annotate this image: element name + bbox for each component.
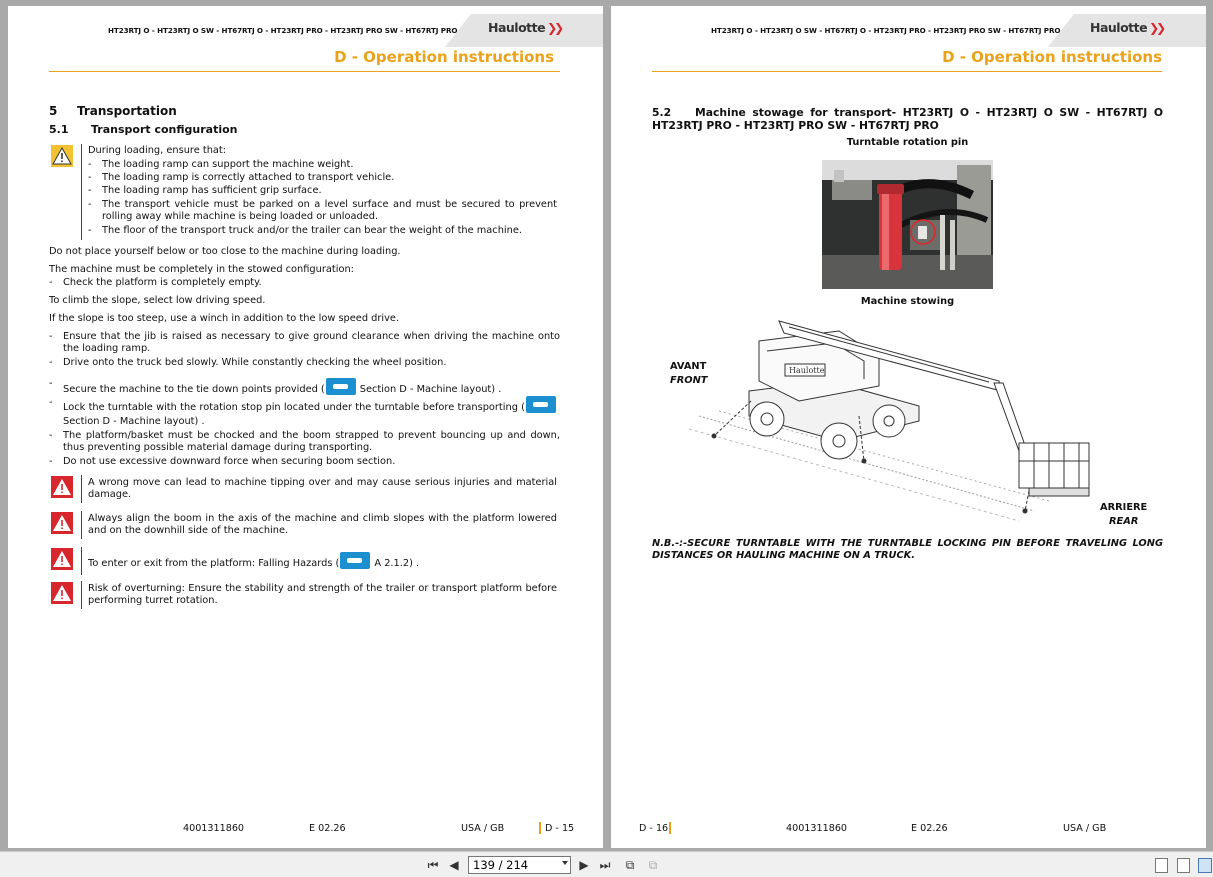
header-models: HT23RTJ O - HT23RTJ O SW - HT67RTJ O - HT23RTJ PRO - HT23RTJ PRO SW - HT67RTJ PRO xyxy=(108,26,458,35)
section-rule xyxy=(49,71,560,72)
bullet-item: - Ensure that the jib is raised as necessary to give ground clearance when driving the machine onto the loading ramp. xyxy=(63,331,560,356)
bullet-item: - Drive onto the truck bed slowly. While constantly checking the wheel position. xyxy=(63,357,560,369)
heading-5-1: 5.1 Transport configuration xyxy=(49,123,238,136)
footer-region: USA / GB xyxy=(1063,823,1107,834)
bullet-item: - Do not use excessive downward force when securing boom section. xyxy=(63,456,560,468)
danger-divider xyxy=(81,581,82,609)
caution-item: - The transport vehicle must be parked on a level surface and must be secured to prevent rolling away while machine is being loaded or unloaded. xyxy=(102,199,557,224)
caution-item: - The loading ramp has sufficient grip surface. xyxy=(102,185,557,197)
heading-5-2: 5.2 Machine stowage for transport- HT23RTJ O - HT23RTJ O SW - HT67RTJ O HT23RTJ PRO - HT23RTJ PRO SW - HT67RTJ PRO xyxy=(652,106,1163,132)
danger-icon xyxy=(51,548,73,570)
caption-turntable-pin: Turntable rotation pin xyxy=(846,137,969,148)
page-number-field[interactable] xyxy=(468,856,571,874)
footer-doc-number: 4001311860 xyxy=(183,823,245,834)
header-models: HT23RTJ O - HT23RTJ O SW - HT67RTJ O - HT23RTJ PRO - HT23RTJ PRO SW - HT67RTJ PRO xyxy=(711,26,1061,35)
label-arriere: ARRIERE xyxy=(1100,502,1148,513)
danger-icon xyxy=(51,512,73,534)
bullet-item: - Secure the machine to the tie down points provided ( Section D - Machine layout) . xyxy=(63,378,560,396)
viewer-toolbar xyxy=(0,851,1213,877)
section-title: D - Operation instructions xyxy=(334,48,554,66)
copy-page-icon[interactable]: ⧉ xyxy=(648,858,658,872)
caution-item: - The loading ramp is correctly attached to transport vehicle. xyxy=(102,172,557,184)
danger-text: Always align the boom in the axis of the machine and climb slopes with the platform lowered and on the downhill side of the machine. xyxy=(88,513,557,537)
danger-text: To enter or exit from the platform: Falling Hazards ( A 2.1.2) . xyxy=(88,552,557,572)
drawing-logo: Haulotte xyxy=(789,366,825,375)
footer-region: USA / GB xyxy=(461,823,505,834)
caution-divider xyxy=(81,144,82,240)
export-page-icon[interactable]: ⧉ xyxy=(625,858,635,872)
reference-hand-icon[interactable] xyxy=(340,552,370,569)
section-rule xyxy=(652,71,1162,72)
two-page-view-icon[interactable] xyxy=(1198,858,1212,873)
pdf-page-right xyxy=(611,6,1206,848)
turntable-pin-photo xyxy=(822,160,993,289)
caution-item: - The floor of the transport truck and/or the trailer can bear the weight of the machine. xyxy=(102,225,557,237)
caution-item: - The loading ramp can support the machine weight. xyxy=(102,159,557,171)
page-dropdown-icon[interactable] xyxy=(562,861,568,865)
reference-hand-icon[interactable] xyxy=(326,378,356,395)
footer-edition: E 02.26 xyxy=(911,823,948,834)
label-rear: REAR xyxy=(1109,516,1139,527)
reference-hand-icon[interactable] xyxy=(526,396,556,413)
bullet-item: - Check the platform is completely empty. xyxy=(63,277,560,289)
caution-icon xyxy=(51,145,73,167)
paragraph: The machine must be completely in the stowed configuration: xyxy=(49,264,354,275)
danger-divider xyxy=(81,475,82,503)
heading-5: 5 Transportation xyxy=(49,104,177,118)
next-page-icon[interactable]: ▶ xyxy=(579,858,589,872)
caution-intro: During loading, ensure that: xyxy=(88,145,227,156)
footer-edition: E 02.26 xyxy=(309,823,346,834)
footer-page-number: D - 16 xyxy=(639,823,669,834)
footer-accent-bar xyxy=(669,822,671,834)
danger-divider xyxy=(81,511,82,539)
caption-machine-stowing: Machine stowing xyxy=(860,296,955,307)
danger-text: A wrong move can lead to machine tipping over and may cause serious injuries and material damage. xyxy=(88,477,557,501)
pdf-page-left xyxy=(8,6,603,848)
bullet-item: - The platform/basket must be chocked and the boom strapped to prevent bouncing up and down, thus preventing possible material damage during transporting. xyxy=(63,430,560,455)
section-title: D - Operation instructions xyxy=(942,48,1162,66)
first-page-icon[interactable]: ⏮ xyxy=(427,858,439,872)
danger-icon xyxy=(51,476,73,498)
previous-page-icon[interactable]: ◀ xyxy=(449,858,459,872)
machine-stowing-drawing xyxy=(689,311,1169,531)
haulotte-logo: Haulotte ❯❯ xyxy=(1090,20,1164,35)
paragraph: If the slope is too steep, use a winch in addition to the low speed drive. xyxy=(49,313,400,324)
label-front: FRONT xyxy=(670,375,708,386)
nb-note: N.B.-:-SECURE TURNTABLE WITH THE TURNTABLE LOCKING PIN BEFORE TRAVELING LONG DISTANCES OR HAULING MACHINE ON A TRUCK. xyxy=(652,538,1163,562)
label-avant: AVANT xyxy=(670,361,707,372)
paragraph: Do not place yourself below or too close to the machine during loading. xyxy=(49,246,401,257)
continuous-view-icon[interactable] xyxy=(1177,858,1190,873)
footer-page-number: D - 15 xyxy=(545,823,575,834)
danger-divider xyxy=(81,547,82,575)
danger-text: Risk of overturning: Ensure the stability and strength of the trailer or transport platform before performing turret rotation. xyxy=(88,583,557,607)
danger-icon xyxy=(51,582,73,604)
footer-doc-number: 4001311860 xyxy=(786,823,848,834)
paragraph: To climb the slope, select low driving speed. xyxy=(49,295,266,306)
bullet-item: - Lock the turntable with the rotation stop pin located under the turntable before transporting (Section D - Machine layout) . xyxy=(63,396,560,429)
single-page-view-icon[interactable] xyxy=(1155,858,1168,873)
footer-accent-bar xyxy=(539,822,541,834)
haulotte-logo: Haulotte ❯❯ xyxy=(488,20,562,35)
last-page-icon[interactable]: ⏭ xyxy=(599,858,611,872)
